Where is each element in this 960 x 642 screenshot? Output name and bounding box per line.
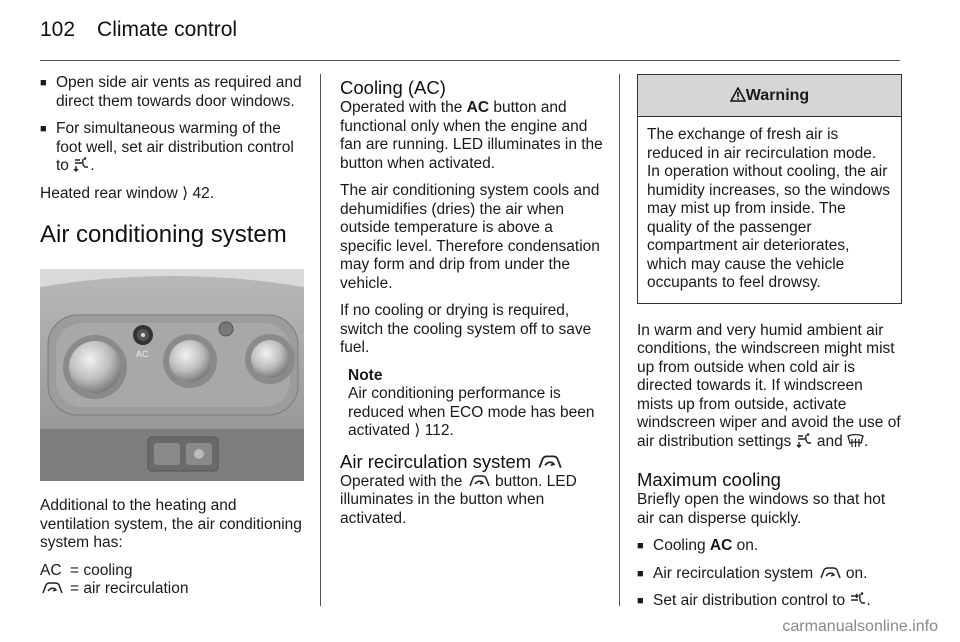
reference-arrow-icon: ⟩ [414,422,421,439]
column-divider [619,74,620,606]
watermark: carmanualsonline.info [782,618,938,635]
warning-text: The exchange of fresh air is reduced in air recirculation mode. In operation without cooling, the air humidity increases, so the windows may mist up from inside. The quality of the passenger compartment air deteriorates, which may cause the vehicle occupants to feel drowsy. [647,126,890,291]
recirculation-icon [40,581,64,595]
recirculation-icon [818,566,842,580]
reference-arrow-icon: ⟩ [182,184,189,202]
list-item: ■ Cooling AC on. [637,537,902,556]
paragraph: If no cooling or drying is required, switch the cooling system off to save fuel. [340,302,592,356]
climate-panel-photo [40,269,304,481]
foot-airflow-icon [796,433,813,448]
cross-reference: Heated rear window ⟩ 42. [40,184,215,202]
definition-list [40,562,304,599]
recirculation-icon [467,474,491,488]
definition-desc: = air recirculation [70,580,189,597]
warning-title: Warning [745,87,810,104]
definition-desc: = cooling [70,561,133,579]
list-item: ■ Open side air vents as required and direct them towards door windows. [40,74,304,111]
ac-label: AC [136,349,149,359]
paragraph: The air conditioning system cools and dehumidifies (dries) the air when outside temperature is above a specific level. Therefore condensation may form and drip from under the vehicle. [340,182,600,292]
paragraph: Additional to the heating and ventilation system, the air conditioning system has: [40,497,302,551]
definition-key: AC [40,561,62,579]
list-item: ■ Set air distribution control to . [637,592,902,611]
note-title: Note [348,366,383,384]
face-airflow-icon [849,592,866,607]
warning-box [637,74,902,304]
column-left [40,74,304,599]
list-item: ■ Air recirculation system on. [637,565,902,584]
header-rule [40,60,900,61]
column-middle [340,74,605,537]
warning-triangle-icon [730,87,746,102]
windscreen-defrost-icon [847,433,864,448]
definition-key [40,580,68,599]
recirculation-icon [536,454,563,470]
column-divider [320,74,321,606]
page-number: 102 [40,18,76,41]
subheading: Maximum cooling [637,469,781,490]
page-title: Climate control [97,18,238,41]
subheading: Air recirculation system [340,451,605,472]
warning-header [638,75,901,117]
list-item: ■ For simultaneous warming of the foot well, set air distribution control to . [40,120,304,176]
section-heading: Air conditioning system [40,221,287,248]
subheading: Cooling (AC) [340,77,446,98]
paragraph: In warm and very humid ambient air conditions, the windscreen might mist up from outside when cold air is directed towards it. If windscreen mists up from outside, activate windscreen wiper and avoid the use of air distribution settings and . [637,321,901,450]
note-box [340,367,605,441]
paragraph: Operated with the button. LED illuminates in the button when activated. [340,472,577,527]
column-right [637,74,902,620]
paragraph: Briefly open the windows so that hot air can disperse quickly. [637,491,886,527]
page-header [40,18,237,42]
note-text: Air conditioning performance is reduced when ECO mode has been activated ⟩ 112. [348,385,595,439]
foot-airflow-icon [73,157,90,172]
paragraph: Operated with the AC button and functional only when the engine and fan are running. LED illuminates in the button when activated. [340,99,603,172]
